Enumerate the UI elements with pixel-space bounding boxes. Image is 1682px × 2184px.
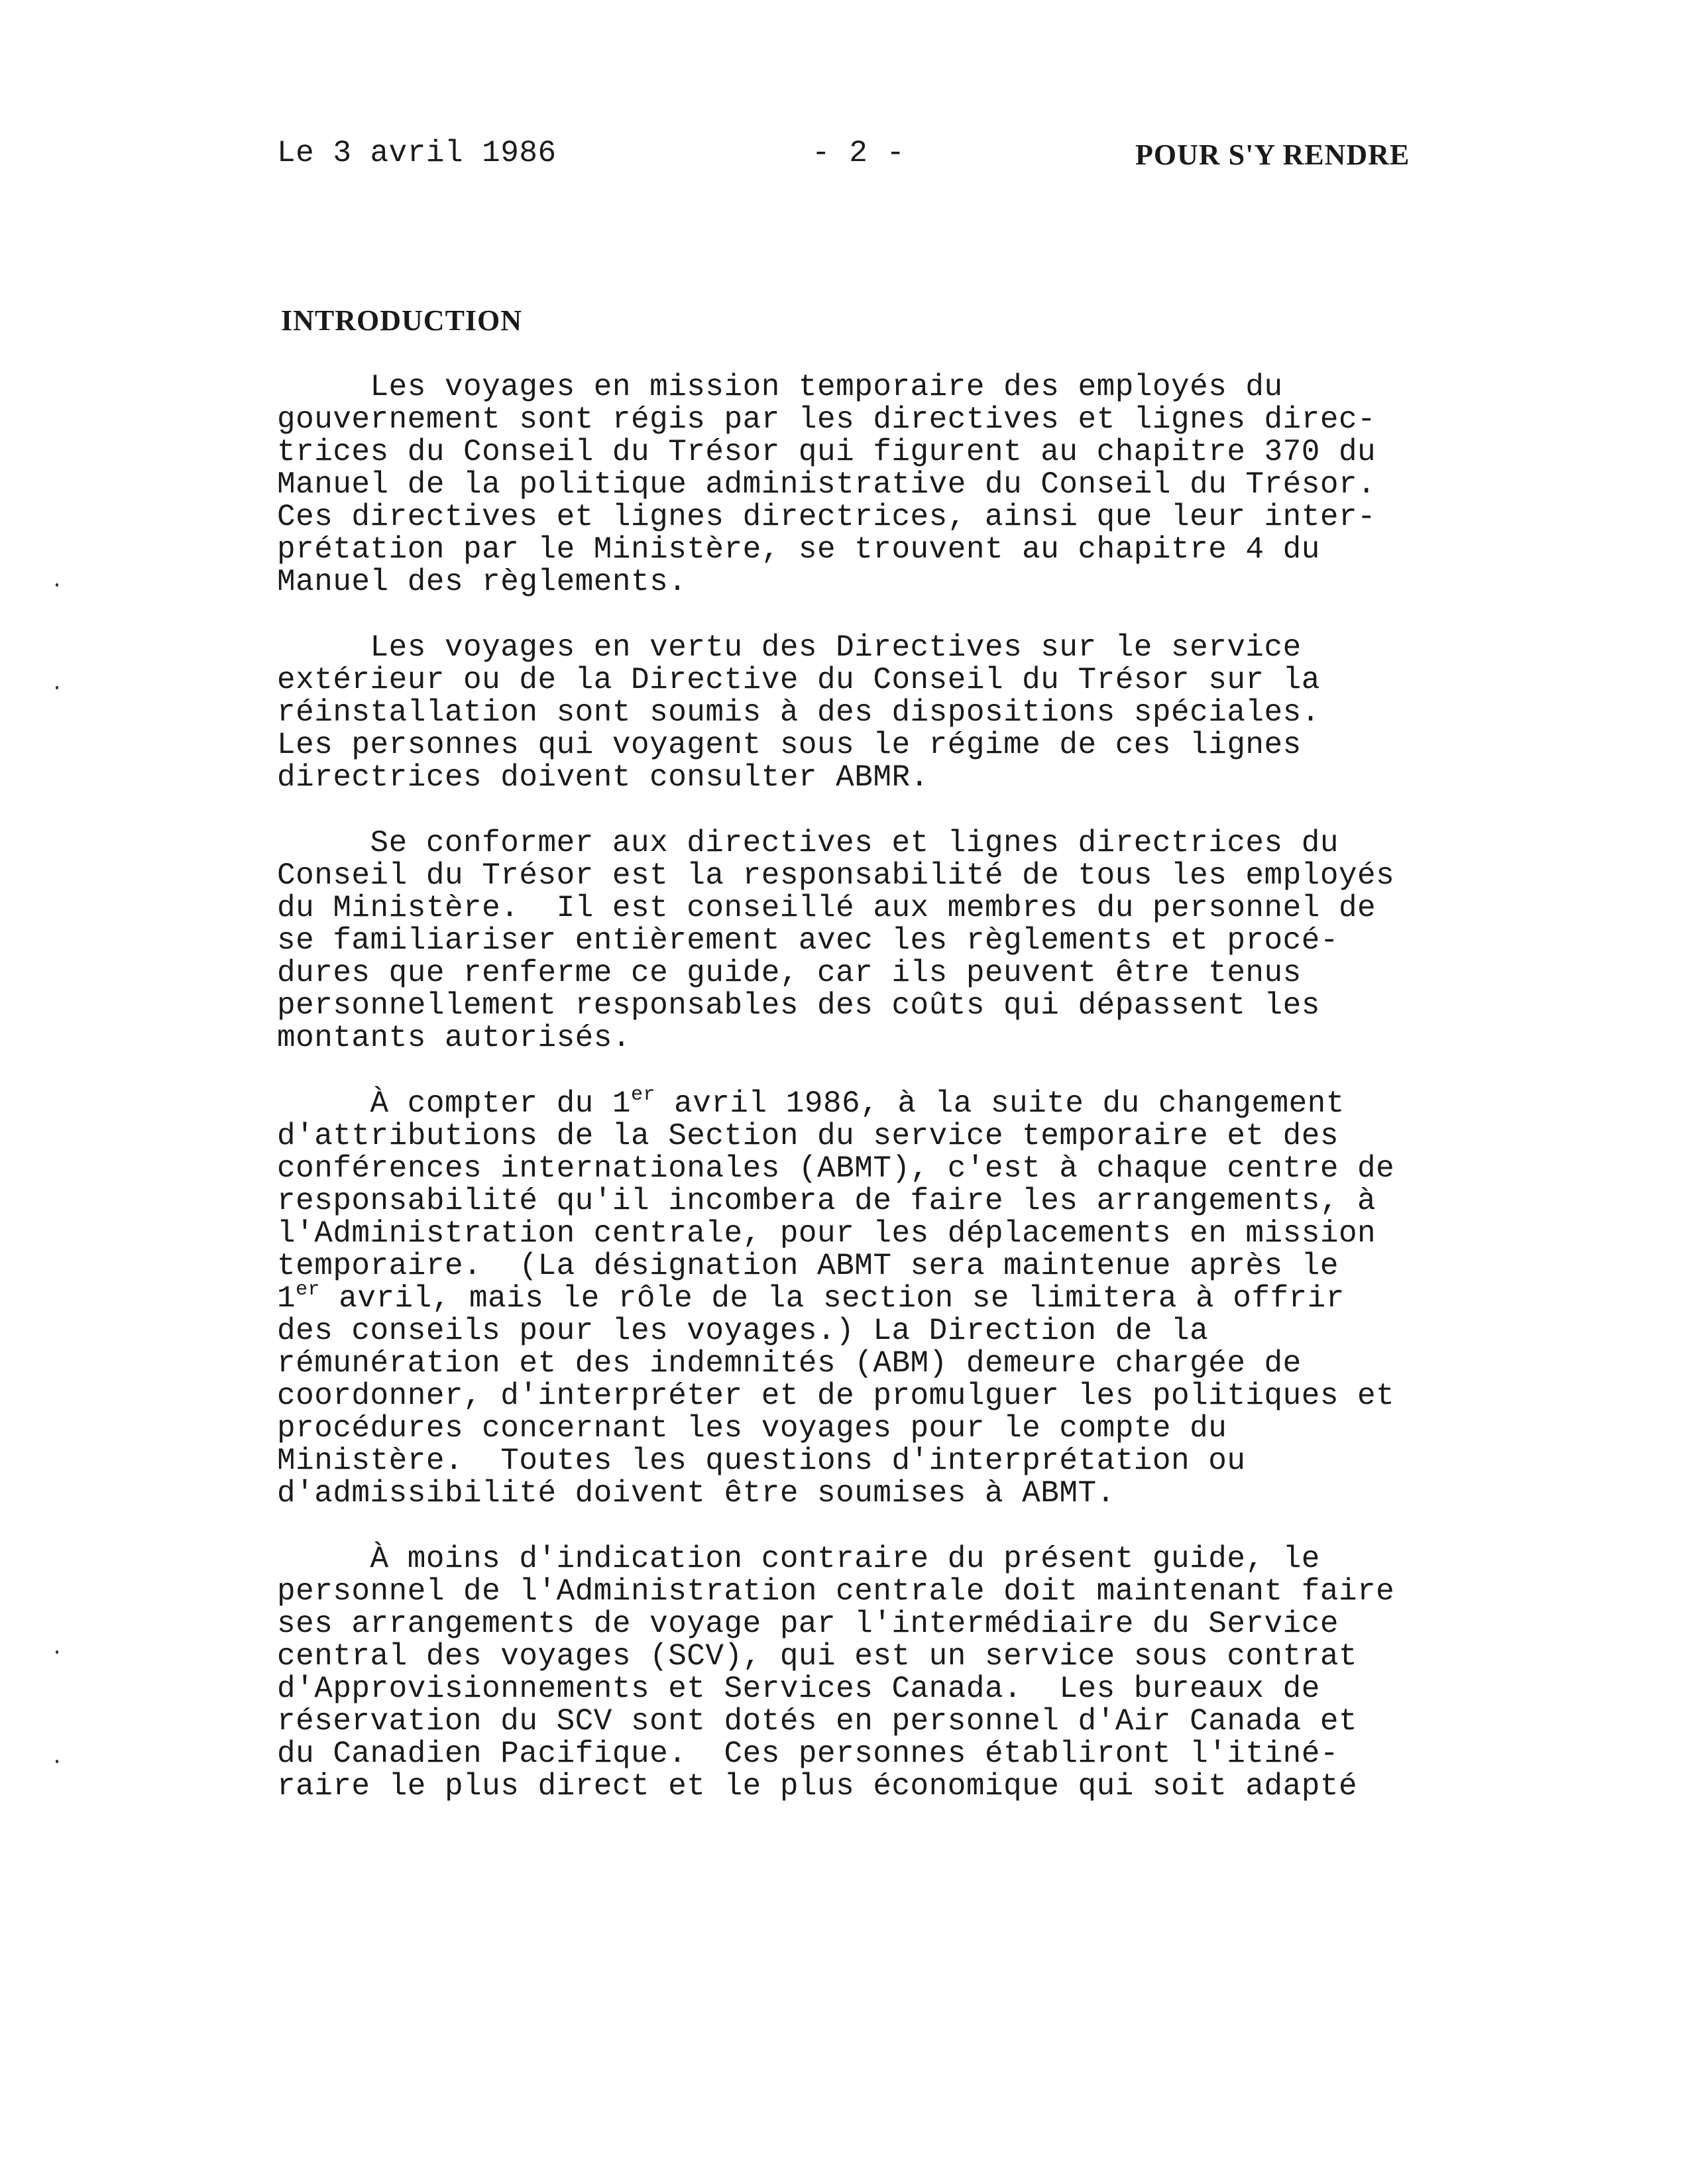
paragraph-1 xyxy=(277,371,1483,599)
section-title: INTRODUCTION xyxy=(281,304,523,337)
text-line: ses arrangements de voyage par l'intermédiaire du Service xyxy=(277,1607,1339,1641)
text-line xyxy=(277,1279,1483,1316)
superscript: er xyxy=(296,1279,321,1301)
scan-speck xyxy=(56,583,58,587)
text-line: procédures concernant les voyages pour le compte du xyxy=(277,1411,1227,1446)
text-line: Manuel de la politique administrative du Conseil du Trésor. xyxy=(277,467,1376,502)
text-line: coordonner, d'interpréter et de promulguer les politiques et xyxy=(277,1379,1395,1413)
text-line: réinstallation sont soumis à des dispositions spéciales. xyxy=(277,695,1320,730)
paragraph-5 xyxy=(277,1543,1483,1803)
superscript: er xyxy=(631,1084,656,1106)
text-line: Ministère. Toutes les questions d'interprétation ou xyxy=(277,1444,1246,1478)
text-line: des conseils pour les voyages.) La Direction de la xyxy=(277,1314,1209,1348)
text-line: gouvernement sont régis par les directives et lignes direc- xyxy=(277,402,1376,437)
paragraph-4 xyxy=(277,1084,1483,1511)
text-line: responsabilité qu'il incombera de faire les arrangements, à xyxy=(277,1184,1376,1218)
text-line: central des voyages (SCV), qui est un service sous contrat xyxy=(277,1639,1358,1674)
text-line: Les voyages en mission temporaire des employés du xyxy=(277,370,1283,404)
text-line: l'Administration centrale, pour les déplacements en mission xyxy=(277,1216,1376,1251)
document-body xyxy=(277,371,1483,1836)
text-line: se familiariser entièrement avec les règlements et procé- xyxy=(277,923,1339,958)
header-page-number: - 2 - xyxy=(812,136,905,170)
text-line: d'Approvisionnements et Services Canada. Les bureaux de xyxy=(277,1672,1320,1706)
paragraph-3 xyxy=(277,827,1483,1055)
text-line: Ces directives et lignes directrices, ainsi que leur inter- xyxy=(277,500,1376,534)
text-fragment: avril 1986, à la suite du changement xyxy=(655,1086,1345,1121)
paragraph-2 xyxy=(277,632,1483,794)
text-line: trices du Conseil du Trésor qui figurent au chapitre 370 du xyxy=(277,435,1376,469)
text-line: extérieur ou de la Directive du Conseil du Trésor sur la xyxy=(277,663,1320,697)
text-line: du Ministère. Il est conseillé aux membres du personnel de xyxy=(277,891,1376,925)
text-line: personnel de l'Administration centrale doit maintenant faire xyxy=(277,1574,1395,1609)
text-line: Les voyages en vertu des Directives sur le service xyxy=(277,630,1302,665)
text-line: personnellement responsables des coûts qui dépassent les xyxy=(277,988,1320,1023)
text-line: Conseil du Trésor est la responsabilité de tous les employés xyxy=(277,858,1395,893)
text-line: montants autorisés. xyxy=(277,1021,631,1055)
text-line: temporaire. (La désignation ABMT sera maintenue après le xyxy=(277,1249,1339,1283)
text-line: conférences internationales (ABMT), c'est à chaque centre de xyxy=(277,1151,1395,1186)
text-line: Manuel des règlements. xyxy=(277,565,687,599)
scan-speck xyxy=(56,1650,58,1654)
text-fragment: À compter du 1 xyxy=(277,1086,631,1121)
header-date: Le 3 avril 1986 xyxy=(277,136,557,170)
text-line: raire le plus direct et le plus économique qui soit adapté xyxy=(277,1769,1358,1804)
text-fragment: avril, mais le rôle de la section se limitera à offrir xyxy=(320,1281,1345,1316)
scan-speck xyxy=(56,1760,58,1763)
text-line: Les personnes qui voyagent sous le régime de ces lignes xyxy=(277,728,1302,762)
text-line: réservation du SCV sont dotés en personnel d'Air Canada et xyxy=(277,1704,1358,1739)
text-line: d'admissibilité doivent être soumises à ABMT. xyxy=(277,1476,1115,1511)
text-line: rémunération et des indemnités (ABM) demeure chargée de xyxy=(277,1346,1302,1381)
text-line xyxy=(277,1084,1483,1121)
text-fragment: 1 xyxy=(277,1281,296,1316)
text-line: Se conformer aux directives et lignes directrices du xyxy=(277,826,1339,860)
text-line: directrices doivent consulter ABMR. xyxy=(277,760,929,795)
scan-speck xyxy=(56,686,58,689)
text-line: d'attributions de la Section du service temporaire et des xyxy=(277,1119,1339,1153)
text-line: du Canadien Pacifique. Ces personnes établiront l'itiné- xyxy=(277,1737,1339,1771)
text-line: dures que renferme ce guide, car ils peuvent être tenus xyxy=(277,956,1302,990)
text-line: À moins d'indication contraire du présent guide, le xyxy=(277,1542,1320,1576)
header-title: POUR S'Y RENDRE xyxy=(1135,139,1410,171)
text-line: prétation par le Ministère, se trouvent au chapitre 4 du xyxy=(277,532,1320,567)
